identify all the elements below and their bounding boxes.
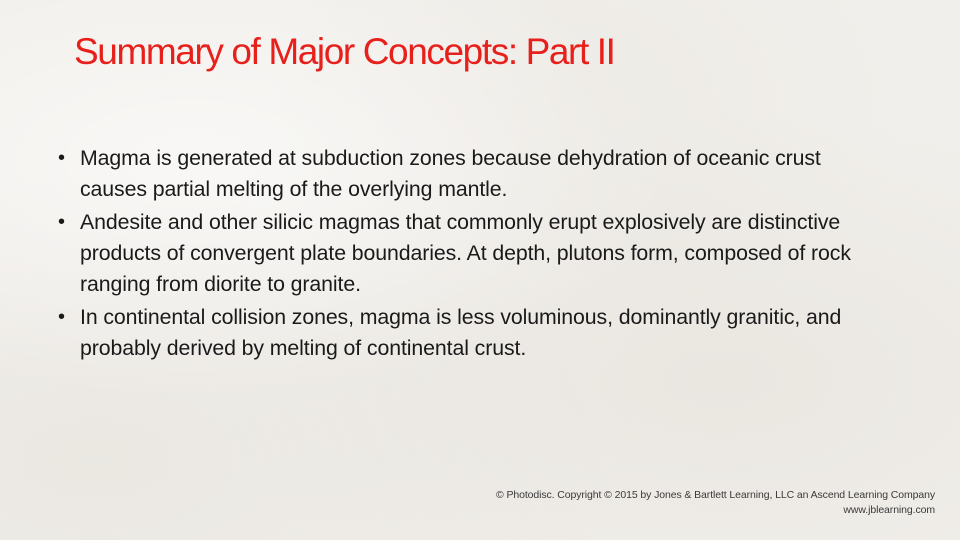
copyright-line: © Photodisc. Copyright © 2015 by Jones & Bartlett Learning, LLC an Ascend Learning Company: [496, 489, 935, 501]
publisher-url: www.jblearning.com: [843, 504, 935, 516]
copyright-credit: [496, 488, 935, 518]
slide-title: Summary of Major Concepts: Part II: [74, 31, 615, 72]
bullet-dot-icon: •: [58, 211, 65, 233]
bullet-dot-icon: •: [58, 306, 65, 328]
bullet-text: Magma is generated at subduction zones because dehydration of oceanic crust causes partial melting of the overlying mantle.: [80, 146, 821, 201]
bullet-list: [58, 143, 878, 366]
bullet-text: Andesite and other silicic magmas that commonly erupt explosively are distinctive products of convergent plate boundaries. At depth, plutons form, composed of rock ranging from diorite to granite.: [80, 210, 851, 296]
bullet-item: [58, 207, 878, 300]
bullet-item: [58, 302, 878, 364]
bullet-item: [58, 143, 878, 205]
bullet-text: In continental collision zones, magma is less voluminous, dominantly granitic, and probably derived by melting of continental crust.: [80, 305, 842, 360]
bullet-dot-icon: •: [58, 147, 65, 169]
